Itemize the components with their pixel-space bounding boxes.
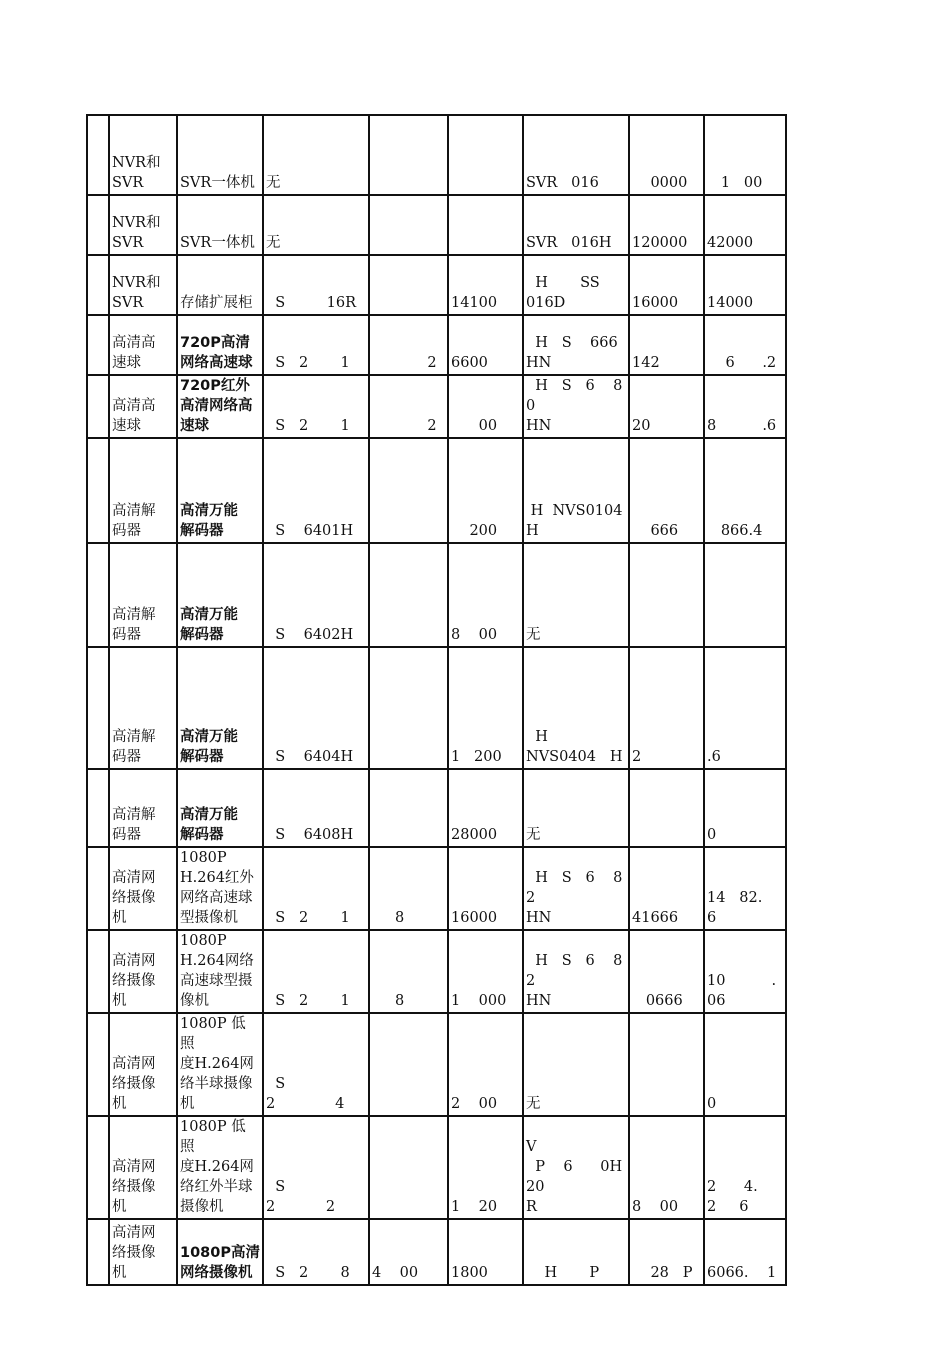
- cell-spec: [369, 769, 448, 847]
- cell-price: 200: [448, 438, 523, 543]
- table-row: [87, 1116, 786, 1219]
- cell-row-marker: [87, 438, 109, 543]
- cell-product-name: 1080P 低照 度H.264网 络半球摄像 机: [177, 1013, 263, 1116]
- cell-price: 16000: [448, 847, 523, 930]
- cell-model: 无: [263, 115, 369, 195]
- cell-category: 高清网 络摄像 机: [109, 930, 177, 1013]
- cell-price: 00: [448, 375, 523, 438]
- cell-category: 高清解 码器: [109, 647, 177, 769]
- cell-row-marker: [87, 769, 109, 847]
- cell-discount: 0: [704, 769, 786, 847]
- cell-product-name: SVR一体机: [177, 195, 263, 255]
- cell-spec: [369, 1116, 448, 1219]
- cell-spec: [369, 195, 448, 255]
- cell-spec: 2: [369, 375, 448, 438]
- cell-alt-price: 20: [629, 375, 704, 438]
- cell-alt-model: 无: [523, 543, 629, 647]
- cell-alt-price: 666: [629, 438, 704, 543]
- table-row: [87, 1219, 786, 1285]
- cell-discount: 14 82. 6: [704, 847, 786, 930]
- cell-discount: 866.4: [704, 438, 786, 543]
- cell-category: 高清高 速球: [109, 315, 177, 375]
- cell-alt-price: 142: [629, 315, 704, 375]
- cell-product-name: 1080P 低照 度H.264网 络红外半球 摄像机: [177, 1116, 263, 1219]
- cell-product-name: 720P高清 网络高速球: [177, 315, 263, 375]
- cell-model: 无: [263, 195, 369, 255]
- cell-spec: 8: [369, 847, 448, 930]
- table-row: [87, 115, 786, 195]
- cell-discount: 10 .06: [704, 930, 786, 1013]
- cell-spec: [369, 1013, 448, 1116]
- cell-discount: 42000: [704, 195, 786, 255]
- cell-row-marker: [87, 543, 109, 647]
- cell-category: 高清网 络摄像 机: [109, 1013, 177, 1116]
- cell-product-name: 720P红外 高清网络高 速球: [177, 375, 263, 438]
- cell-alt-price: [629, 769, 704, 847]
- cell-row-marker: [87, 847, 109, 930]
- table-row: [87, 438, 786, 543]
- cell-category: NVR和 SVR: [109, 115, 177, 195]
- cell-spec: [369, 255, 448, 315]
- cell-category: NVR和 SVR: [109, 255, 177, 315]
- cell-alt-model: H P: [523, 1219, 629, 1285]
- cell-model: S 2 1: [263, 315, 369, 375]
- cell-discount: [704, 543, 786, 647]
- cell-model: S 6401H: [263, 438, 369, 543]
- cell-product-name: 1080P H.264网络 高速球型摄 像机: [177, 930, 263, 1013]
- cell-alt-model: H S 6 82 HN: [523, 930, 629, 1013]
- cell-model: S 2 1: [263, 375, 369, 438]
- cell-spec: 2: [369, 315, 448, 375]
- cell-discount: 1 00: [704, 115, 786, 195]
- table-row: [87, 1013, 786, 1116]
- cell-alt-price: 8 00: [629, 1116, 704, 1219]
- cell-row-marker: [87, 1116, 109, 1219]
- cell-model: S 2 8: [263, 1219, 369, 1285]
- cell-alt-model: SVR 016: [523, 115, 629, 195]
- cell-discount: .6: [704, 647, 786, 769]
- cell-row-marker: [87, 647, 109, 769]
- cell-alt-model: H NVS0104 H: [523, 438, 629, 543]
- cell-discount: 2 4. 2 6: [704, 1116, 786, 1219]
- cell-row-marker: [87, 930, 109, 1013]
- cell-category: 高清网 络摄像 机: [109, 847, 177, 930]
- cell-category: 高清高 速球: [109, 375, 177, 438]
- cell-product-name: 高清万能 解码器: [177, 647, 263, 769]
- cell-alt-model: H NVS0404 H: [523, 647, 629, 769]
- cell-product-name: 1080P H.264红外 网络高速球 型摄像机: [177, 847, 263, 930]
- cell-category: 高清解 码器: [109, 438, 177, 543]
- table-row: [87, 543, 786, 647]
- cell-alt-price: 0000: [629, 115, 704, 195]
- cell-alt-price: [629, 543, 704, 647]
- cell-price: 1 20: [448, 1116, 523, 1219]
- cell-price: 1 200: [448, 647, 523, 769]
- table-row: [87, 930, 786, 1013]
- cell-alt-model: H SS 016D: [523, 255, 629, 315]
- cell-row-marker: [87, 115, 109, 195]
- cell-price: [448, 195, 523, 255]
- cell-alt-price: 2: [629, 647, 704, 769]
- table-body: [87, 115, 786, 1285]
- cell-row-marker: [87, 375, 109, 438]
- cell-product-name: SVR一体机: [177, 115, 263, 195]
- cell-row-marker: [87, 255, 109, 315]
- cell-discount: 6066. 1: [704, 1219, 786, 1285]
- cell-alt-price: 0666: [629, 930, 704, 1013]
- cell-alt-model: V P 6 0H 20 R: [523, 1116, 629, 1219]
- cell-row-marker: [87, 1219, 109, 1285]
- cell-price: 28000: [448, 769, 523, 847]
- cell-price: 1 000: [448, 930, 523, 1013]
- table-row: [87, 315, 786, 375]
- cell-alt-model: H S 6 82 HN: [523, 847, 629, 930]
- cell-alt-price: [629, 1013, 704, 1116]
- cell-spec: [369, 438, 448, 543]
- cell-product-name: 高清万能 解码器: [177, 543, 263, 647]
- cell-discount: 6 .2: [704, 315, 786, 375]
- cell-alt-model: 无: [523, 769, 629, 847]
- cell-model: S 2 1: [263, 930, 369, 1013]
- cell-price: 8 00: [448, 543, 523, 647]
- table-row: [87, 375, 786, 438]
- cell-spec: 8: [369, 930, 448, 1013]
- cell-alt-model: H S 666 HN: [523, 315, 629, 375]
- cell-category: 高清解 码器: [109, 543, 177, 647]
- cell-model: S 2 1: [263, 847, 369, 930]
- cell-spec: 4 00: [369, 1219, 448, 1285]
- table-row: [87, 255, 786, 315]
- cell-model: S 2 4: [263, 1013, 369, 1116]
- cell-model: S 2 2: [263, 1116, 369, 1219]
- cell-alt-price: 41666: [629, 847, 704, 930]
- cell-category: NVR和 SVR: [109, 195, 177, 255]
- cell-spec: [369, 115, 448, 195]
- cell-model: S 6402H: [263, 543, 369, 647]
- cell-alt-model: 无: [523, 1013, 629, 1116]
- cell-alt-model: H S 6 80 HN: [523, 375, 629, 438]
- cell-product-name: 高清万能 解码器: [177, 438, 263, 543]
- cell-spec: [369, 543, 448, 647]
- cell-category: 高清解 码器: [109, 769, 177, 847]
- table-row: [87, 847, 786, 930]
- cell-price: 14100: [448, 255, 523, 315]
- table-row: [87, 195, 786, 255]
- cell-discount: 8 .6: [704, 375, 786, 438]
- cell-spec: [369, 647, 448, 769]
- cell-model: S 6408H: [263, 769, 369, 847]
- cell-product-name: 存储扩展柜: [177, 255, 263, 315]
- table-row: [87, 769, 786, 847]
- cell-model: S 6404H: [263, 647, 369, 769]
- cell-alt-price: 28 P: [629, 1219, 704, 1285]
- cell-alt-price: 120000: [629, 195, 704, 255]
- cell-discount: 0: [704, 1013, 786, 1116]
- cell-row-marker: [87, 195, 109, 255]
- cell-price: 1800: [448, 1219, 523, 1285]
- cell-product-name: 1080P高清 网络摄像机: [177, 1219, 263, 1285]
- spreadsheet: [86, 114, 787, 1286]
- cell-price: 6600: [448, 315, 523, 375]
- cell-row-marker: [87, 1013, 109, 1116]
- price-table: [86, 114, 787, 1286]
- cell-product-name: 高清万能 解码器: [177, 769, 263, 847]
- cell-price: [448, 115, 523, 195]
- cell-alt-model: SVR 016H: [523, 195, 629, 255]
- cell-model: S 16R: [263, 255, 369, 315]
- table-row: [87, 647, 786, 769]
- cell-row-marker: [87, 315, 109, 375]
- cell-discount: 14000: [704, 255, 786, 315]
- cell-category: 高清网 络摄像 机: [109, 1219, 177, 1285]
- cell-category: 高清网 络摄像 机: [109, 1116, 177, 1219]
- cell-alt-price: 16000: [629, 255, 704, 315]
- cell-price: 2 00: [448, 1013, 523, 1116]
